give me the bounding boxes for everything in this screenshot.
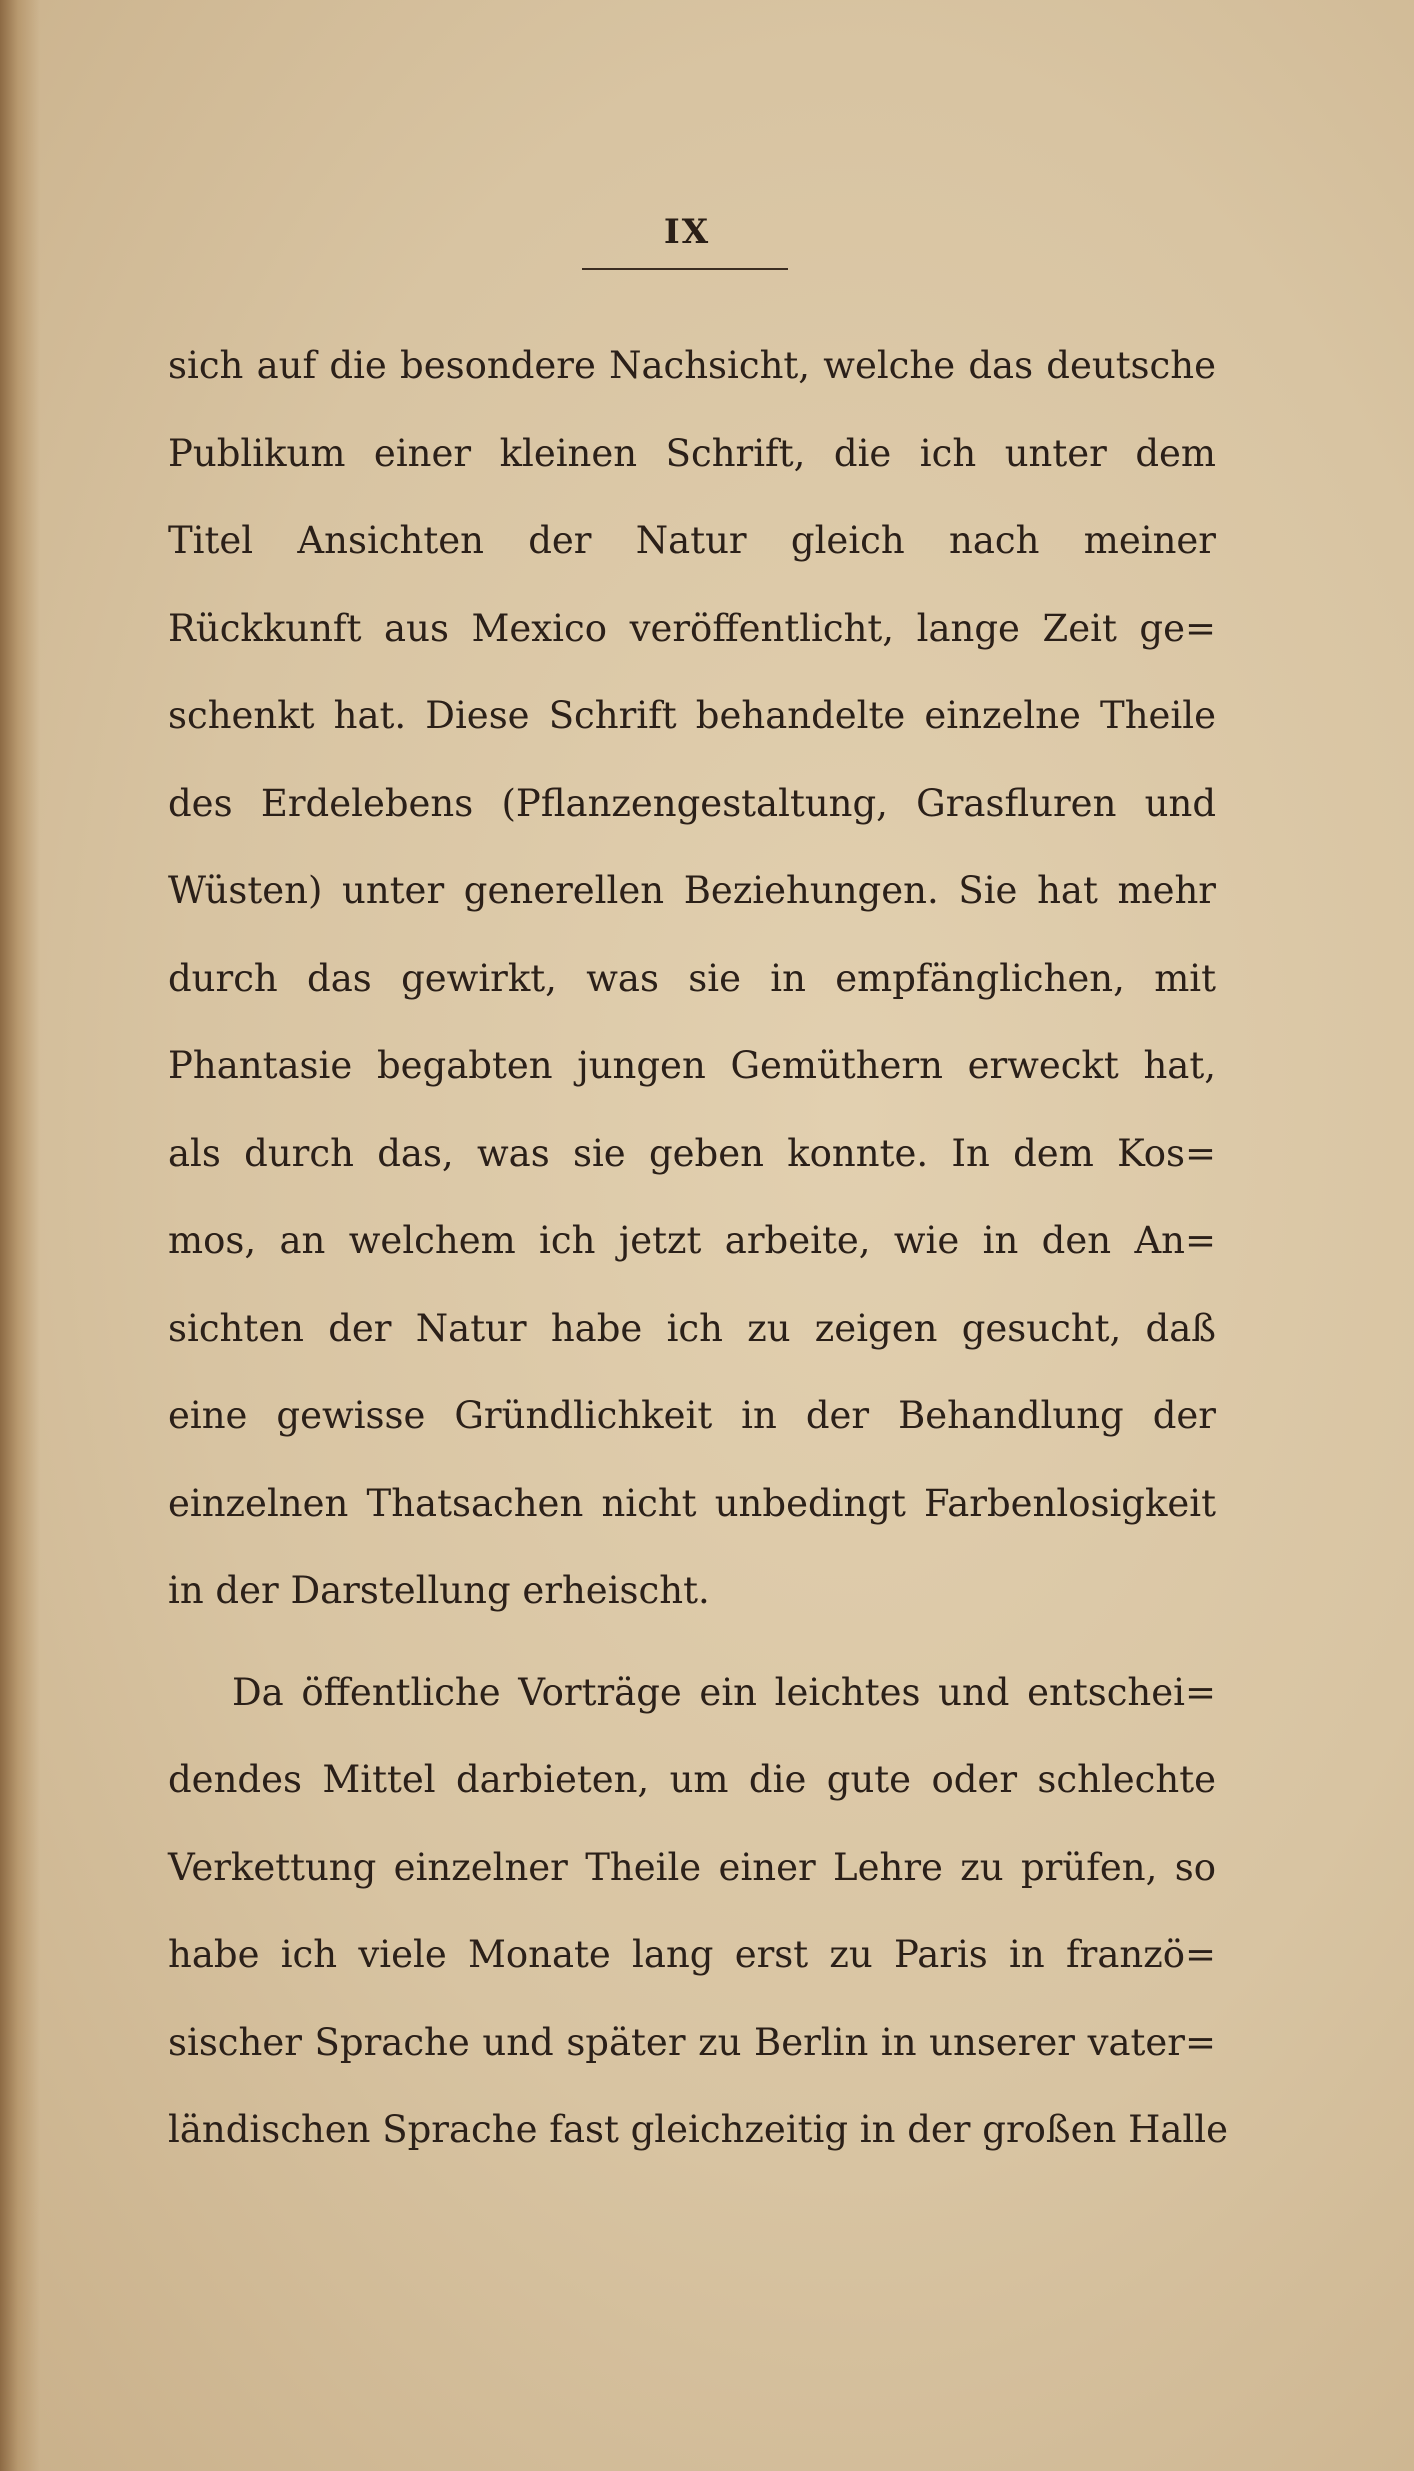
text-line: Wüsten) unter generellen Beziehungen. Sie hat mehr <box>168 869 1216 912</box>
text-line: sichten der Natur habe ich zu zeigen gesucht, daß <box>168 1306 1216 1350</box>
text-line: durch das gewirkt, was sie in empfänglichen, mit <box>168 956 1216 1000</box>
text-line: Rückkunft aus Mexico veröffentlicht, lange Zeit ge= <box>168 606 1216 650</box>
text-line: Phantasie begabten jungen Gemüthern erweckt hat, <box>168 1044 1216 1087</box>
text-line: sich auf die besondere Nachsicht, welche das deutsche <box>168 344 1216 387</box>
paragraph-spacer <box>168 1635 1216 1649</box>
text-line: schenkt hat. Diese Schrift behandelte einzelne Theile <box>168 694 1216 737</box>
text-line: einzelnen Thatsachen nicht unbedingt Farbenlosigkeit <box>168 1481 1216 1525</box>
paragraph-2 <box>168 1649 1228 2174</box>
text-line: sischer Sprache und später zu Berlin in unserer vater= <box>168 2020 1216 2064</box>
text-line: eine gewisse Gründlichkeit in der Behandlung der <box>168 1394 1216 1437</box>
paragraph-1 <box>168 322 1216 1635</box>
text-line: Titel Ansichten der Natur gleich nach meiner <box>168 519 1216 562</box>
text-line: Verkettung einzelner Theile einer Lehre zu prüfen, so <box>168 1845 1216 1889</box>
body-text <box>168 322 1228 2174</box>
text-line: des Erdelebens (Pflanzengestaltung, Grasfluren und <box>168 781 1216 825</box>
text-line: Publikum einer kleinen Schrift, die ich unter dem <box>168 431 1216 475</box>
text-line: mos, an welchem ich jetzt arbeite, wie in den An= <box>168 1219 1216 1262</box>
text-line: dendes Mittel darbieten, um die gute oder schlechte <box>168 1758 1216 1801</box>
header-rule <box>582 268 788 270</box>
page-number: IX <box>663 212 711 252</box>
text-line: habe ich viele Monate lang erst zu Paris in franzö= <box>168 1933 1216 1976</box>
text-line: ländischen Sprache fast gleichzeitig in der großen Halle <box>168 2108 1228 2151</box>
text-line: in der Darstellung erheischt. <box>168 1569 710 1612</box>
text-line: als durch das, was sie geben konnte. In dem Kos= <box>168 1131 1216 1175</box>
text-line: Da öffentliche Vorträge ein leichtes und entschei= <box>232 1670 1216 1714</box>
page-binding-shadow <box>0 0 40 2471</box>
